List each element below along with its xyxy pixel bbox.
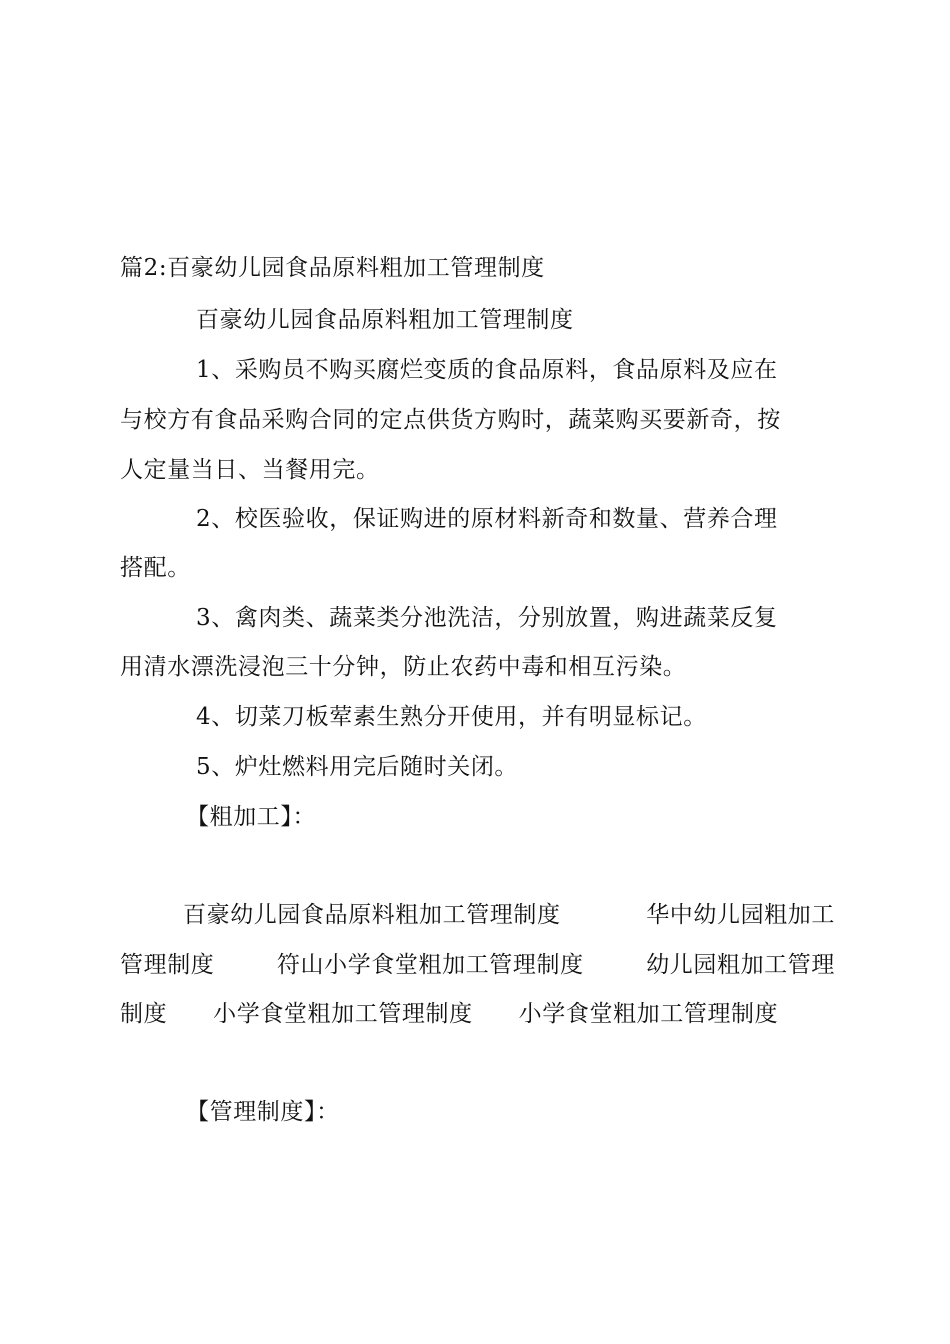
item-3-line-2: 用清水漂洗浸泡三十分钟，防止农药中毒和相互污染。 [120, 654, 687, 680]
item-1-line-2: 与校方有食品采购合同的定点供货方购时，蔬菜购买要新奇，按 [120, 407, 781, 433]
related-link[interactable]: 制度 [120, 1001, 168, 1027]
item-4-line-1: 4、切菜刀板荤素生熟分开使用，并有明显标记。 [196, 704, 707, 730]
related-link[interactable]: 华中幼儿园粗加工 [646, 902, 835, 928]
item-1-line-1: 1、采购员不购买腐烂变质的食品原料，食品原料及应在 [196, 357, 778, 383]
related-link[interactable]: 小学食堂粗加工管理制度 [213, 1001, 473, 1027]
related-link[interactable]: 符山小学食堂粗加工管理制度 [276, 952, 584, 978]
related-link[interactable]: 幼儿园粗加工管理 [646, 952, 835, 978]
tag-rough-processing[interactable]: 【粗加工】： [186, 804, 317, 830]
item-1-line-3: 人定量当日、当餐用完。 [120, 457, 380, 483]
document-title: 百豪幼儿园食品原料粗加工管理制度 [196, 307, 574, 333]
item-2-line-2: 搭配。 [120, 555, 191, 581]
related-links-row-3 [120, 999, 810, 1029]
item-5-line-1: 5、炉灶燃料用完后随时关闭。 [196, 754, 519, 780]
related-link[interactable]: 小学食堂粗加工管理制度 [518, 1001, 779, 1027]
related-links-row-1 [183, 900, 835, 930]
related-link[interactable]: 管理制度 [120, 952, 215, 978]
section-heading: 篇2:百豪幼儿园食品原料粗加工管理制度 [120, 255, 545, 281]
item-3-line-1: 3、禽肉类、蔬菜类分池洗洁，分别放置，购进蔬菜反复 [196, 605, 778, 631]
related-link[interactable]: 百豪幼儿园食品原料粗加工管理制度 [183, 902, 561, 928]
related-links-row-2 [120, 950, 835, 980]
item-2-line-1: 2、校医验收，保证购进的原材料新奇和数量、营养合理 [196, 506, 778, 532]
tag-management-system[interactable]: 【管理制度】： [186, 1099, 340, 1125]
